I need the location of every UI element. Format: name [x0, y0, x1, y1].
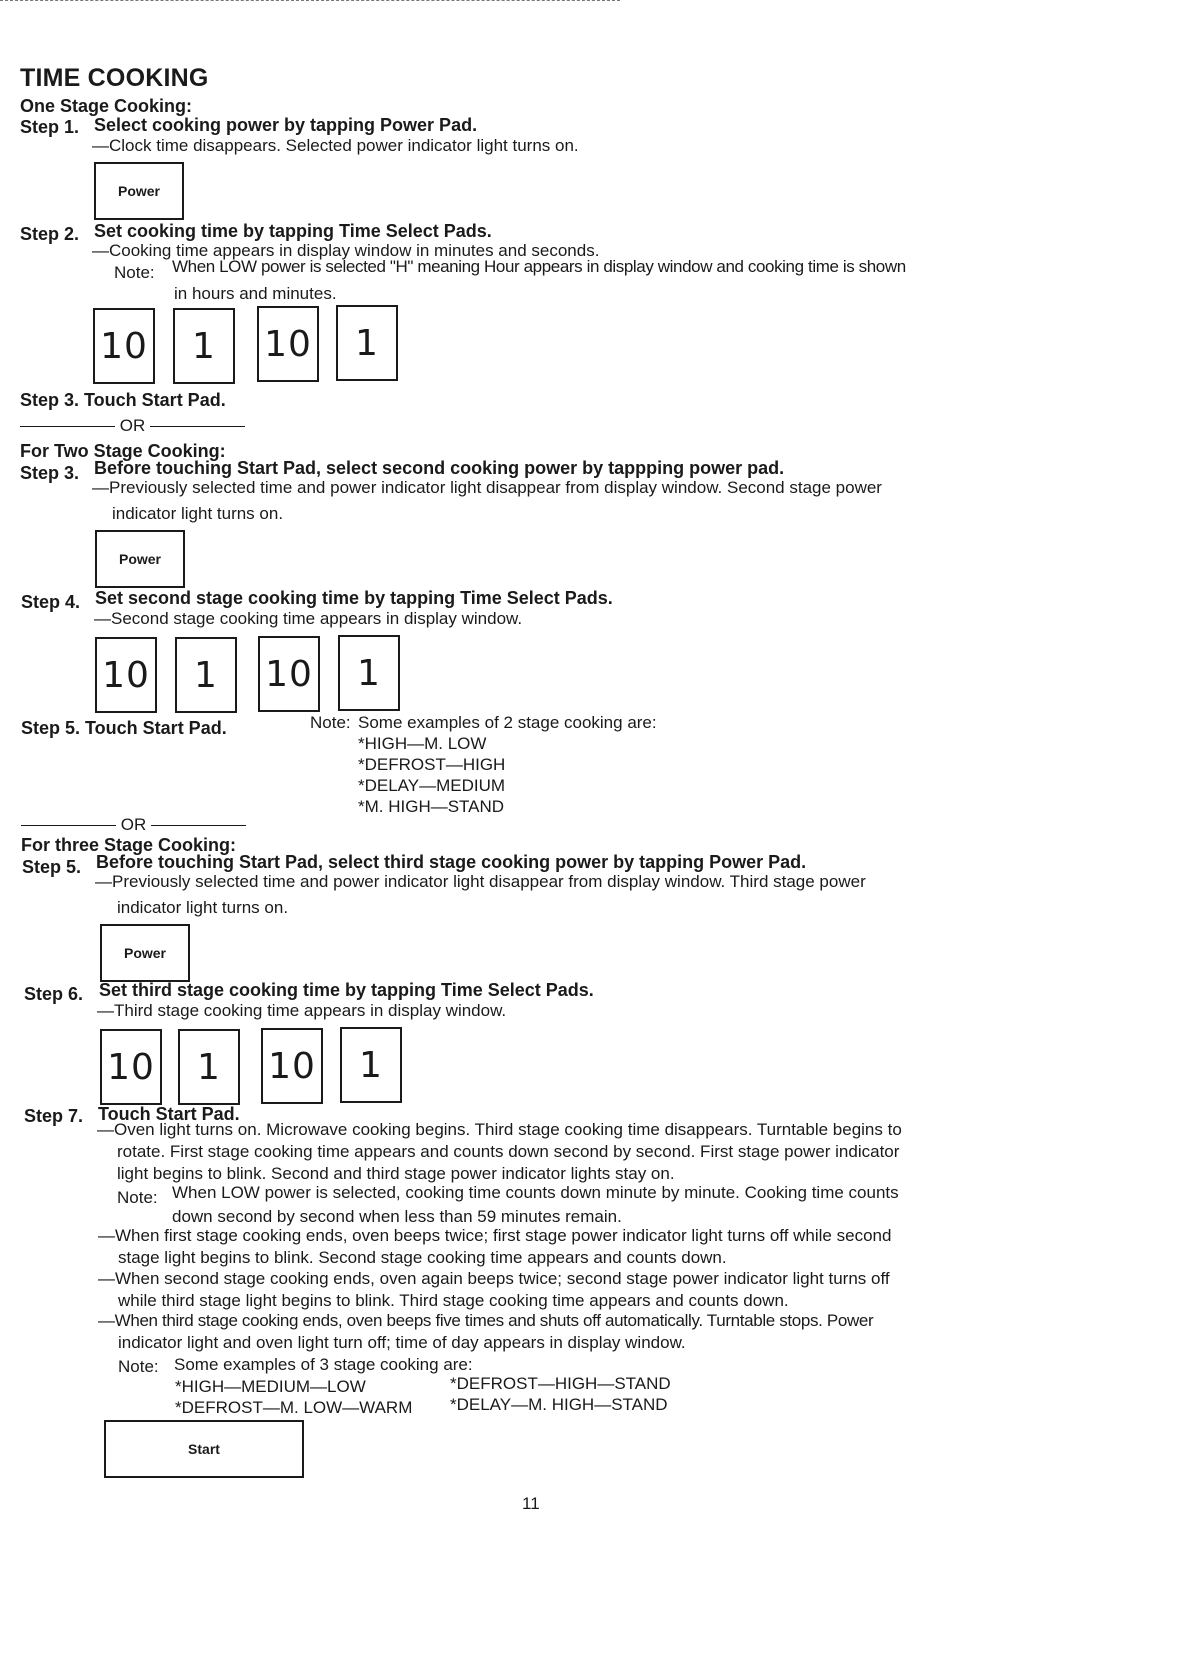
or-divider — [20, 416, 245, 436]
step7-note2-label: Note: — [118, 1357, 159, 1376]
step1-text: Select cooking power by tapping Power Pad. — [94, 115, 478, 135]
step7-note-line1: When LOW power is selected, cooking time counts down minute by minute. Cooking time counts — [172, 1183, 899, 1202]
step1-desc: —Clock time disappears. Selected power indicator light turns on. — [92, 136, 579, 155]
step2-label: Step 2. — [20, 224, 80, 244]
time-pad-1[interactable]: 1 — [336, 305, 398, 381]
three-stage-example: *DEFROST—M. LOW—WARM — [175, 1398, 413, 1417]
two-stage-heading: For Two Stage Cooking: — [20, 441, 226, 461]
divider-line — [151, 825, 246, 826]
step7-p4-line2: indicator light and oven light turn off; time of day appears in display window. — [118, 1333, 686, 1352]
time-pad-10[interactable]: 10 — [100, 1029, 162, 1105]
step5-touch-start: Step 5. Touch Start Pad. — [21, 718, 227, 738]
or-label: OR — [119, 416, 146, 435]
step7-p2-line2: stage light begins to blink. Second stage cooking time appears and counts down. — [118, 1248, 727, 1267]
divider-line — [150, 426, 245, 427]
power-pad-1[interactable]: Power — [94, 162, 184, 220]
step2-note-label: Note: — [114, 263, 155, 282]
or-divider — [21, 815, 246, 835]
one-stage-heading: One Stage Cooking: — [20, 96, 193, 116]
step7-note-label: Note: — [117, 1188, 158, 1207]
step7-p3-line2: while third stage light begins to blink. Third stage cooking time appears and counts down. — [118, 1291, 789, 1310]
or-label: OR — [120, 815, 147, 834]
step4-text: Set second stage cooking time by tapping Time Select Pads. — [95, 588, 613, 608]
page-title: TIME COOKING — [20, 64, 209, 92]
three-stage-example: *DEFROST—HIGH—STAND — [450, 1374, 671, 1393]
power-pad-2[interactable]: Power — [95, 530, 185, 588]
step6-desc: —Third stage cooking time appears in display window. — [97, 1001, 507, 1020]
step2-note-line2: in hours and minutes. — [174, 284, 337, 303]
two-stage-example: *DEFROST—HIGH — [358, 755, 506, 774]
time-pad-1[interactable]: 1 — [175, 637, 237, 713]
two-step3-desc-line2: indicator light turns on. — [112, 504, 284, 523]
three-step5-desc-line2: indicator light turns on. — [117, 898, 289, 917]
step4-label: Step 4. — [21, 592, 81, 612]
two-stage-example: *M. HIGH—STAND — [358, 797, 505, 816]
step7-p1-line2: rotate. First stage cooking time appears and counts down second by second. First stage power indicator — [117, 1142, 900, 1161]
three-step5-label: Step 5. — [22, 857, 82, 877]
three-stage-example: *HIGH—MEDIUM—LOW — [175, 1377, 366, 1396]
time-pad-10[interactable]: 10 — [261, 1028, 323, 1104]
step7-text: Touch Start Pad. — [98, 1104, 240, 1124]
time-pad-1[interactable]: 1 — [173, 308, 235, 384]
time-pad-10[interactable]: 10 — [257, 306, 319, 382]
two-step3-desc-line1: —Previously selected time and power indicator light disappear from display window. Second stage power — [92, 478, 882, 497]
three-step5-text: Before touching Start Pad, select third stage cooking power by tapping Power Pad. — [96, 852, 807, 872]
time-pad-10[interactable]: 10 — [93, 308, 155, 384]
divider-line — [20, 426, 115, 427]
step6-label: Step 6. — [24, 984, 84, 1004]
step7-label: Step 7. — [24, 1106, 84, 1126]
two-stage-example: *DELAY—MEDIUM — [358, 776, 506, 795]
step6-text: Set third stage cooking time by tapping Time Select Pads. — [99, 980, 594, 1000]
step1-label: Step 1. — [20, 117, 80, 137]
three-stage-heading: For three Stage Cooking: — [21, 835, 237, 855]
top-border — [0, 0, 620, 1]
two-step3-text: Before touching Start Pad, select second cooking power by tappping power pad. — [94, 458, 785, 478]
three-stage-example: *DELAY—M. HIGH—STAND — [450, 1395, 668, 1414]
two-stage-note-label: Note: — [310, 713, 351, 732]
step7-p1-line3: light begins to blink. Second and third stage power indicator lights stay on. — [117, 1164, 675, 1183]
time-pad-10[interactable]: 10 — [95, 637, 157, 713]
two-stage-example: *HIGH—M. LOW — [358, 734, 487, 753]
step2-note-line1: When LOW power is selected "H" meaning Hour appears in display window and cooking time is shown — [172, 257, 906, 276]
step7-p3-line1: —When second stage cooking ends, oven again beeps twice; second stage power indicator light turns off — [98, 1269, 890, 1288]
step7-p1-line1: —Oven light turns on. Microwave cooking begins. Third stage cooking time disappears. Turntable begins to — [97, 1120, 902, 1139]
three-step5-desc-line1: —Previously selected time and power indicator light disappear from display window. Third stage power — [95, 872, 866, 891]
step4-desc: —Second stage cooking time appears in display window. — [94, 609, 523, 628]
start-pad[interactable]: Start — [104, 1420, 304, 1478]
time-pad-1[interactable]: 1 — [338, 635, 400, 711]
step7-note-line2: down second by second when less than 59 minutes remain. — [172, 1207, 622, 1226]
time-pad-1[interactable]: 1 — [178, 1029, 240, 1105]
two-stage-note-intro: Some examples of 2 stage cooking are: — [358, 713, 657, 732]
time-pad-10[interactable]: 10 — [258, 636, 320, 712]
step2-desc: —Cooking time appears in display window in minutes and seconds. — [92, 241, 600, 260]
step7-note2-intro: Some examples of 3 stage cooking are: — [174, 1355, 473, 1374]
step2-text: Set cooking time by tapping Time Select Pads. — [94, 221, 492, 241]
page-number: 11 — [522, 1494, 540, 1513]
step3-touch-start: Step 3. Touch Start Pad. — [20, 390, 226, 410]
two-step3-label: Step 3. — [20, 463, 80, 483]
time-pad-1[interactable]: 1 — [340, 1027, 402, 1103]
power-pad-3[interactable]: Power — [100, 924, 190, 982]
step7-p2-line1: —When first stage cooking ends, oven beeps twice; first stage power indicator light turns off while second — [98, 1226, 892, 1245]
step7-p4-line1: —When third stage cooking ends, oven beeps five times and shuts off automatically. Turntable stops. Power — [98, 1311, 874, 1330]
divider-line — [21, 825, 116, 826]
